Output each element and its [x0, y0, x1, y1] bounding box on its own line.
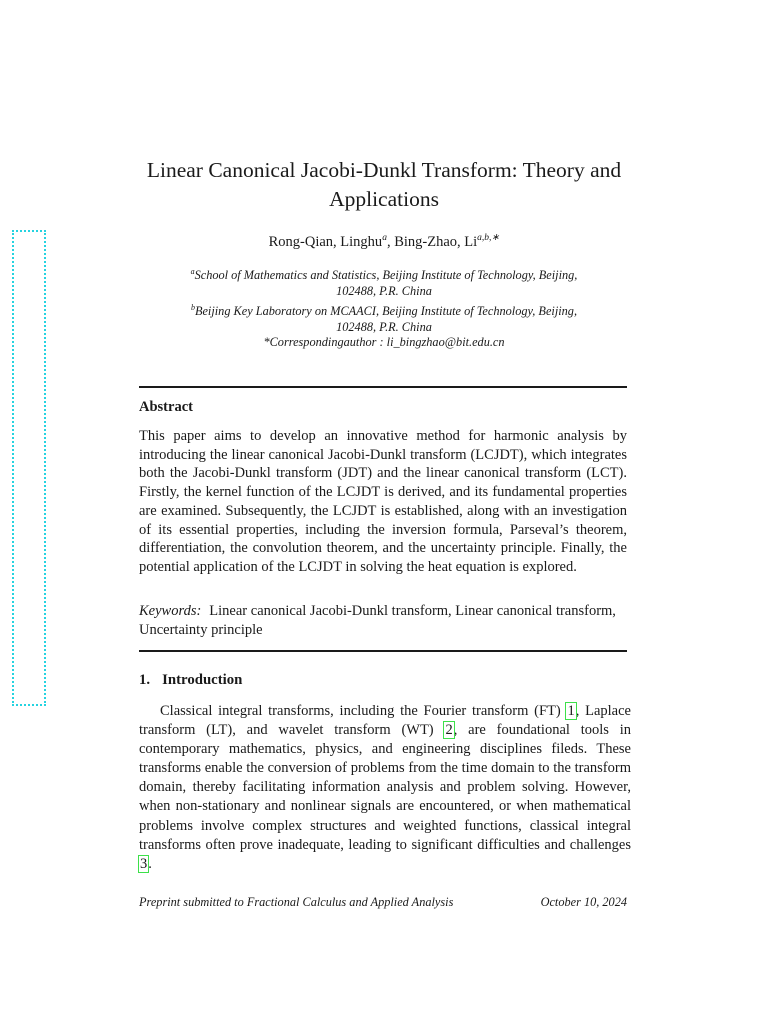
affiliation-sup: b [190, 302, 195, 312]
citation-link[interactable]: 2 [445, 722, 453, 739]
intro-text: , Laplace transform (LT), and wavelet transform (WT) [139, 703, 631, 739]
author-name: Bing-Zhao, Li [394, 233, 478, 250]
abstract-bottom-rule [139, 650, 627, 652]
affiliation-sup: a [190, 267, 195, 276]
keywords-label: Keywords: [139, 603, 202, 619]
keywords [139, 602, 627, 640]
corresponding-author: *Correspondingauthor : li_bingzhao@bit.edu.cn [263, 335, 505, 350]
affiliation-text: Beijing Key Laboratory on MCAACI, Beijing Institute of Technology, Beijing, 102488, P.R. China [194, 303, 578, 334]
section-heading [139, 672, 242, 689]
intro-paragraph [139, 702, 631, 874]
abstract-heading: Abstract [139, 399, 193, 415]
affiliation-text: School of Mathematics and Statistics, Beijing Institute of Technology, Beijing, 102488, P.R. China [194, 268, 578, 298]
section-title: Introduction [162, 672, 243, 688]
paper-title: Linear Canonical Jacobi-Dunkl Transform: Theory and Applications [146, 158, 622, 211]
preprint-date: October 10, 2024 [540, 895, 627, 909]
author-separator: , [386, 233, 395, 250]
section-number: 1. [139, 672, 151, 688]
abstract-text: This paper aims to develop an innovative method for harmonic analysis by introducing the linear canonical Jacobi-Dunkl transform (LCJDT), which integrates both the Jacobi-Dunkl transform (JDT) and the linear canonical transform (LCT). Firstly, the kernel function of the LCJDT is derived, and its fundamental properties are examined. Subsequently, the LCJDT is established, along with an investigation of its essential properties, including the inversion formula, Parseval’s theorem, differentiation, the convolution theorem, and the uncertainty principle. Finally, the potential application of the LCJDT in solving the heat equation is explored. [139, 428, 627, 575]
preprint-note: Preprint submitted to Fractional Calculus and Applied Analysis [139, 895, 454, 909]
author-line [120, 232, 648, 251]
author-name: Rong-Qian, Linghu [268, 233, 383, 250]
citation-link[interactable]: 1 [567, 703, 575, 719]
abstract-top-rule [139, 386, 627, 388]
author-sup: a,b,∗ [477, 233, 500, 243]
intro-text: , are foundational tools in contemporary mathematics, physics, and engineering disciplines fileds. These transforms enable the conversion of problems from the time domain to the transform domain, thereby facilitating information analysis and problem solving. However, when non-stationary and nonlinear signals are encountered, or when mathematical problems involve complex structures and weighted functions, classical integral transforms often prove inadequate, leading to significant difficulties and challenges [139, 722, 631, 853]
citation-link[interactable]: 3 [140, 855, 148, 872]
affiliation-a [190, 264, 578, 300]
affiliation-b [190, 300, 578, 336]
keywords-text: Linear canonical Jacobi-Dunkl transform, Linear canonical transform, Uncertainty principle [139, 603, 616, 638]
intro-text: . [148, 855, 152, 872]
margin-stamp-box [12, 230, 46, 706]
affiliations [190, 264, 578, 351]
author-sup: a [382, 233, 387, 243]
intro-text: Classical integral transforms, including the Fourier transform (FT) [160, 703, 567, 719]
